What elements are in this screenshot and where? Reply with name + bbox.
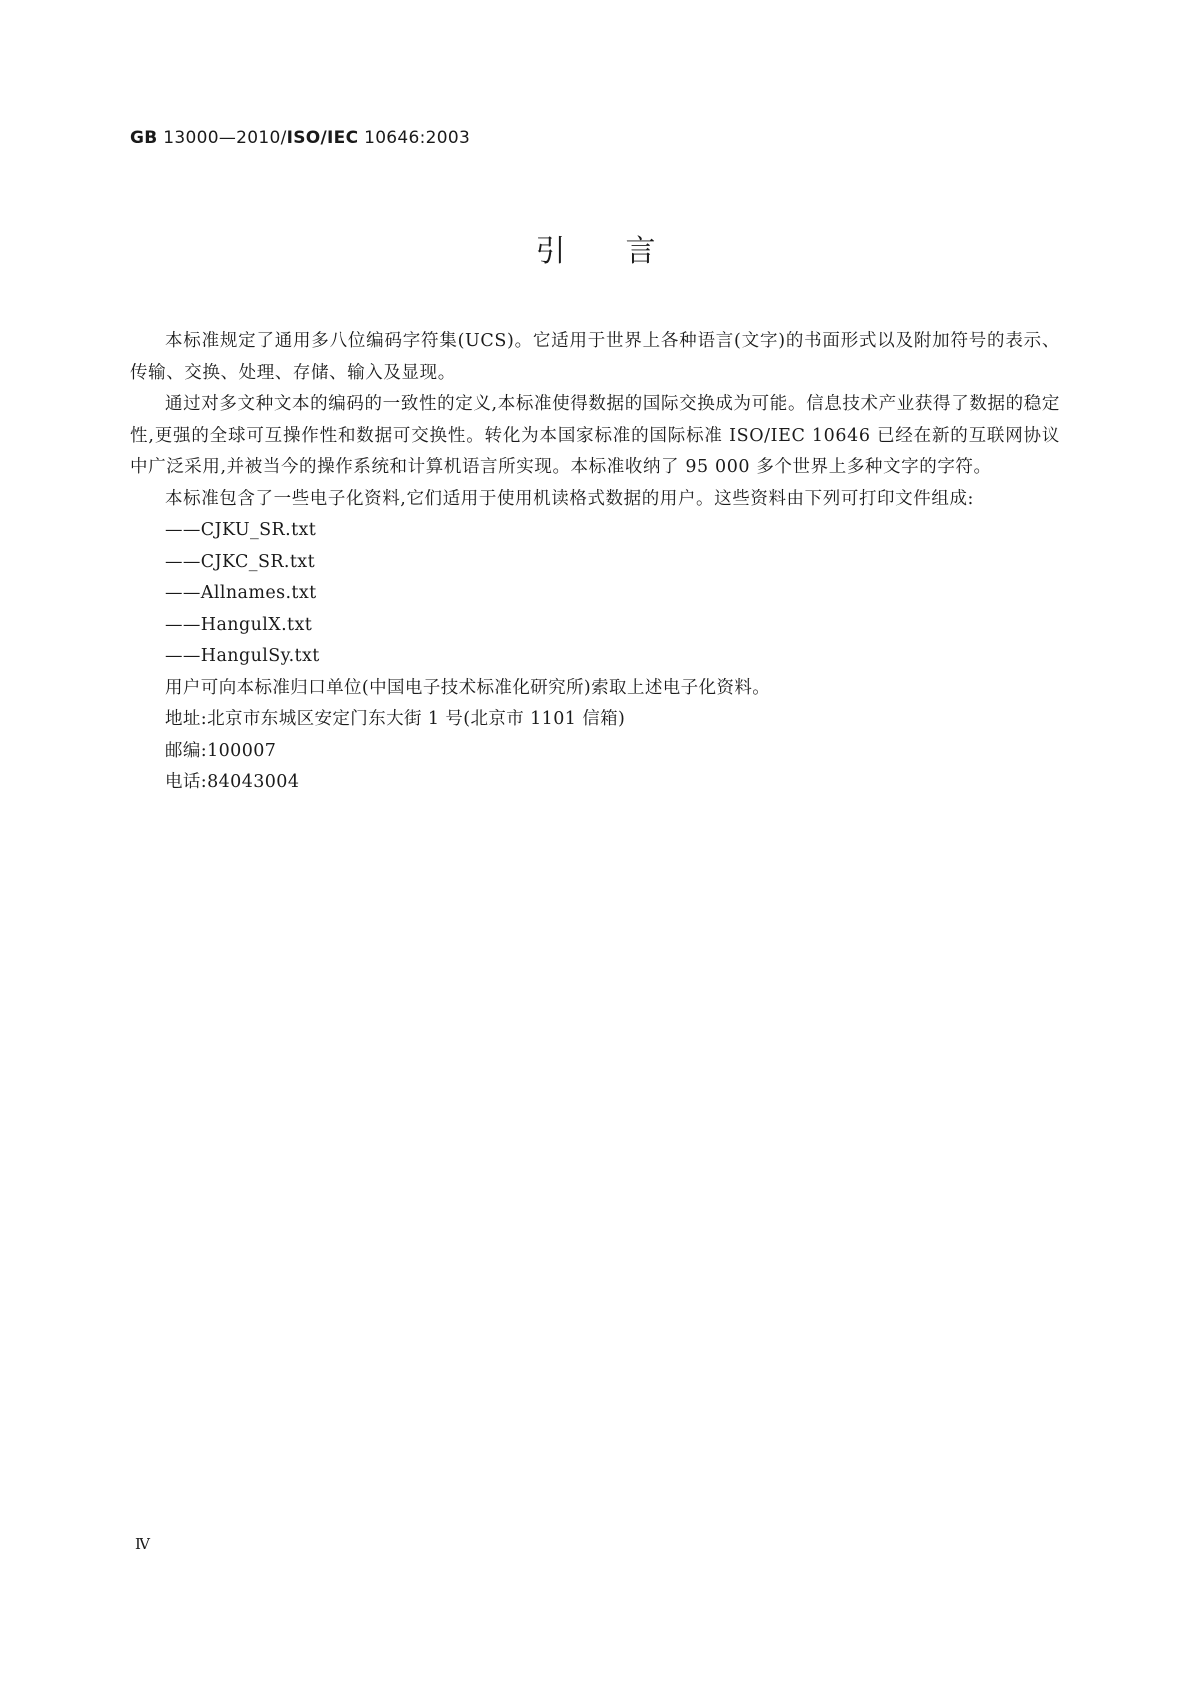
- file-item: ——HangulX.txt: [165, 614, 313, 635]
- page-title: 引言: [535, 234, 716, 269]
- standard-code: 13000—2010/: [163, 128, 287, 148]
- file-item: ——HangulSy.txt: [165, 646, 320, 666]
- standard-prefix: GB: [130, 128, 158, 148]
- paragraph-electronic-materials: 本标准包含了一些电子化资料,它们适用于使用机读格式数据的用户。这些资料由下列可打印文件组成:: [165, 488, 975, 509]
- paragraph-scope: 本标准规定了通用多八位编码字符集(UCS)。它适用于世界上各种语言(文字)的书面形式以及附加符号的表示、传输、交换、处理、存储、输入及显现。: [130, 331, 1060, 383]
- file-item: ——CJKC_SR.txt: [165, 551, 316, 572]
- iso-code: 10646:2003: [364, 128, 471, 148]
- page-number: Ⅳ: [135, 1535, 150, 1553]
- standard-number: [130, 128, 470, 148]
- file-item: ——Allnames.txt: [165, 583, 317, 603]
- contact-note: 用户可向本标准归口单位(中国电子技术标准化研究所)索取上述电子化资料。: [165, 677, 771, 698]
- contact-address: 地址:北京市东城区安定门东大街 1 号(北京市 1101 信箱): [165, 709, 626, 729]
- contact-postcode: 邮编:100007: [165, 740, 277, 761]
- paragraph-purpose: 通过对多文种文本的编码的一致性的定义,本标准使得数据的国际交换成为可能。信息技术产业获得了数据的稳定性,更强的全球可互操作性和数据可交换性。转化为本国家标准的国际标准 ISO/IEC 10646 已经在新的互联网协议中广泛采用,并被当今的操作系统和计算机语言所实现。本标准收纳了 95 000 多个世界上多种文字的字符。: [130, 394, 1060, 477]
- contact-phone: 电话:84043004: [165, 772, 300, 792]
- document-body: [130, 326, 1060, 799]
- iso-prefix: ISO/IEC: [286, 128, 359, 148]
- file-item: ——CJKU_SR.txt: [165, 520, 317, 540]
